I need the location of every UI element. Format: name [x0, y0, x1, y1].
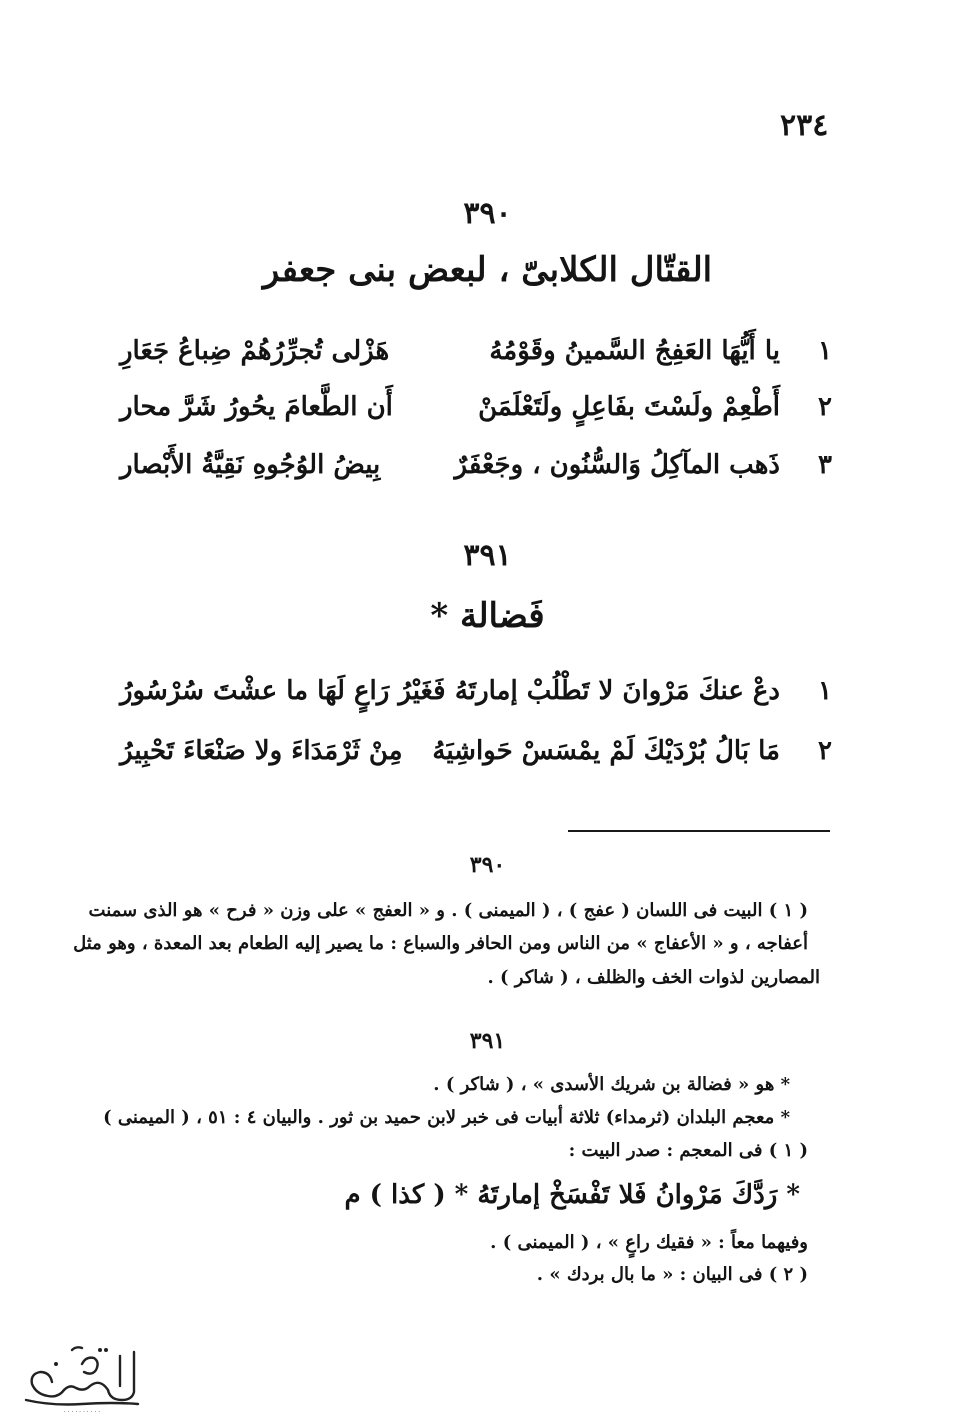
verse-second-hemistich: هَزْلى تُجرِّرُهُمْ ضِباعُ جَعَارِ [120, 336, 390, 366]
footnote-line: ( ١ ) فى المعجم : صدر البيت : [568, 1140, 808, 1161]
footnote-line: أعفاجه ، و « الأعفاج » من الناس ومن الحافر والسباع : ما يصير إليه الطعام بعد المعدة ، وهو مثل [73, 933, 808, 954]
verse-line [120, 676, 840, 720]
verse-line [120, 392, 840, 436]
watermark-small-text: . . . . . . . . . . [63, 1407, 101, 1414]
verse-second-hemistich: فَغَيْرُ رَاعٍ لَهَا ما عشْتَ سُرْسُورُ [120, 676, 446, 706]
footnote-line: وفيهما معاً : « فقيك راعٍ » ، ( الميمنى ) . [490, 1232, 808, 1253]
verse-second-hemistich: أَن الطَّعامَ يحُورُ شَرَّ محار [120, 392, 393, 422]
verse-number: ٢ [818, 736, 832, 766]
poem-number: ٣٩١ [463, 538, 512, 573]
verse-number: ٢ [818, 392, 832, 422]
watermark-logo-calligraphy [12, 1342, 147, 1414]
verse-first-hemistich: مَا بَالُ بُرْدَيْكَ لَمْ يمْسَسْ حَواشِيَهُ [432, 736, 780, 766]
verse-second-hemistich: مِنْ ثَرْمَدَاءَ ولا صَنْعَاءَ تَحْبِيرُ [120, 736, 403, 766]
footnote-quote: * رَدَّكَ مَرْوانُ فَلا تَفْسَخْ إمارتَهُ * ( كذا ) م [344, 1180, 800, 1210]
verse-line [120, 736, 840, 780]
verse-first-hemistich: يا أَيُّهَا العَفِجُ السَّمينُ وقَوْمُهُ [489, 336, 780, 366]
footnote-line: * هو « فضالة بن شريك الأسدى » ، ( شاكر ) . [433, 1074, 790, 1095]
footnote-line: ( ٢ ) فى البيان : « ما بال بردك » . [536, 1264, 808, 1285]
watermark-logo [12, 1342, 147, 1414]
footnote-line: ( ١ ) البيت فى اللسان ( عفج ) ، ( الميمنى ) . و « العفج » على وزن « فرح » هو الذى سمنت [88, 900, 808, 921]
verse-first-hemistich: دعْ عنكَ مَرْوانَ لا تَطْلُبْ إمارتَهُ [454, 676, 780, 706]
footnote-line: * معجم البلدان (ثرمداء) ثلاثة أبيات فى خبر لابن حميد بن ثور . والبيان ٤ : ٥١ ، ( الميمنى ) [103, 1107, 790, 1128]
footnote-section-number: ٣٩٠ [469, 852, 506, 878]
verse-number: ١ [818, 676, 832, 706]
page-number: ٢٣٤ [780, 108, 829, 143]
verse-number: ١ [818, 336, 832, 366]
verse-first-hemistich: ذَهب المآكِلُ وَالسُّنُون ، وجَعْفَرٌ [454, 450, 780, 480]
poem-title: القتّال الكلابىّ ، لبعض بنى جعفر [262, 250, 713, 290]
verse-second-hemistich: بِيضُ الوُجُوهِ نَقِيَّةُ الأَبْصار [120, 450, 381, 480]
verse-number: ٣ [818, 450, 832, 480]
poem-title: فَضالة * [430, 596, 545, 636]
verse-line [120, 450, 840, 494]
footnote-separator [568, 830, 830, 832]
poem-number: ٣٩٠ [463, 196, 512, 231]
footnote-line: المصارين لذوات الخف والظلف ، ( شاكر ) . [487, 967, 820, 988]
verse-first-hemistich: أَطْعِمْ ولَسْتَ بفَاعِلٍ ولَتَعْلَمَنْ [478, 392, 780, 422]
verse-line [120, 336, 840, 380]
footnote-section-number: ٣٩١ [469, 1028, 506, 1054]
